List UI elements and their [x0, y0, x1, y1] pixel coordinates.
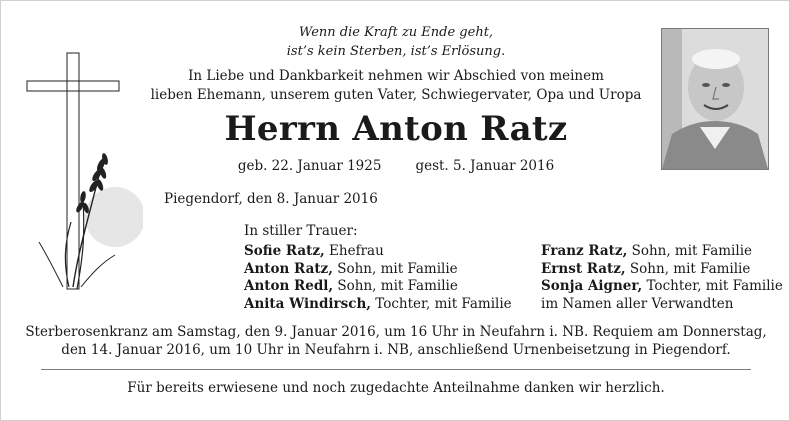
death-date: gest. 5. Januar 2016	[415, 158, 555, 174]
list-item	[244, 278, 512, 296]
list-item	[541, 243, 783, 261]
mourner-name: Anton Ratz,	[244, 260, 333, 277]
thanks-line: Für bereits erwiesene und noch zugedachte Anteilnahme danken wir herzlich.	[127, 380, 665, 396]
mourners-list-left	[244, 243, 512, 313]
list-item	[541, 261, 783, 279]
birth-date: geb. 22. Januar 1925	[237, 158, 382, 174]
motto-line-1: Wenn die Kraft zu Ende geht,	[298, 25, 494, 40]
place-and-date: Piegendorf, den 8. Januar 2016	[164, 191, 378, 207]
mourner-name: Sofie Ratz,	[244, 243, 325, 259]
mourner-relation: Sohn, mit Familie	[625, 260, 751, 277]
motto-line-2: ist’s kein Sterben, ist’s Erlösung.	[286, 44, 506, 59]
divider	[41, 369, 751, 370]
mourner-name: Franz Ratz,	[541, 243, 628, 259]
life-dates	[1, 158, 790, 174]
mourner-relation: Tochter, mit Familie	[370, 295, 512, 312]
service-line-2: den 14. Januar 2016, um 10 Uhr in Neufahrn i. NB, anschließend Urnenbeisetzung in Piegendorf.	[61, 342, 731, 358]
intro-line-1: In Liebe und Dankbarkeit nehmen wir Abschied von meinem	[188, 68, 604, 84]
mourner-name: Sonja Aigner,	[541, 278, 643, 294]
list-item	[541, 278, 783, 296]
mourners-list-right	[541, 243, 783, 313]
mourner-relation: Sohn, mit Familie	[332, 260, 458, 277]
mourner-name: Anton Redl,	[244, 278, 334, 294]
mourner-name: Anita Windirsch,	[244, 295, 371, 312]
motto	[1, 23, 790, 61]
intro-line-2: lieben Ehemann, unserem guten Vater, Schwiegervater, Opa und Uropa	[150, 87, 642, 103]
mourner-name: Ernst Ratz,	[541, 260, 626, 277]
mourner-relation: Sohn, mit Familie	[627, 243, 752, 259]
mourner-relation: Ehefrau	[324, 243, 384, 259]
mourning-label: In stiller Trauer:	[244, 223, 358, 239]
service-details	[1, 323, 790, 359]
list-item	[541, 296, 783, 314]
mourner-relation: Tochter, mit Familie	[642, 278, 783, 294]
list-item	[244, 243, 512, 261]
list-item	[244, 296, 512, 314]
deceased-name: Herrn Anton Ratz	[224, 109, 568, 149]
mourner-relation: im Namen aller Verwandten	[541, 295, 734, 312]
intro-text	[1, 67, 790, 105]
list-item	[244, 261, 512, 279]
service-line-1: Sterberosenkranz am Samstag, den 9. Januar 2016, um 16 Uhr in Neufahrn i. NB. Requiem am Donnerstag,	[25, 324, 767, 340]
mourner-relation: Sohn, mit Familie	[333, 278, 458, 294]
